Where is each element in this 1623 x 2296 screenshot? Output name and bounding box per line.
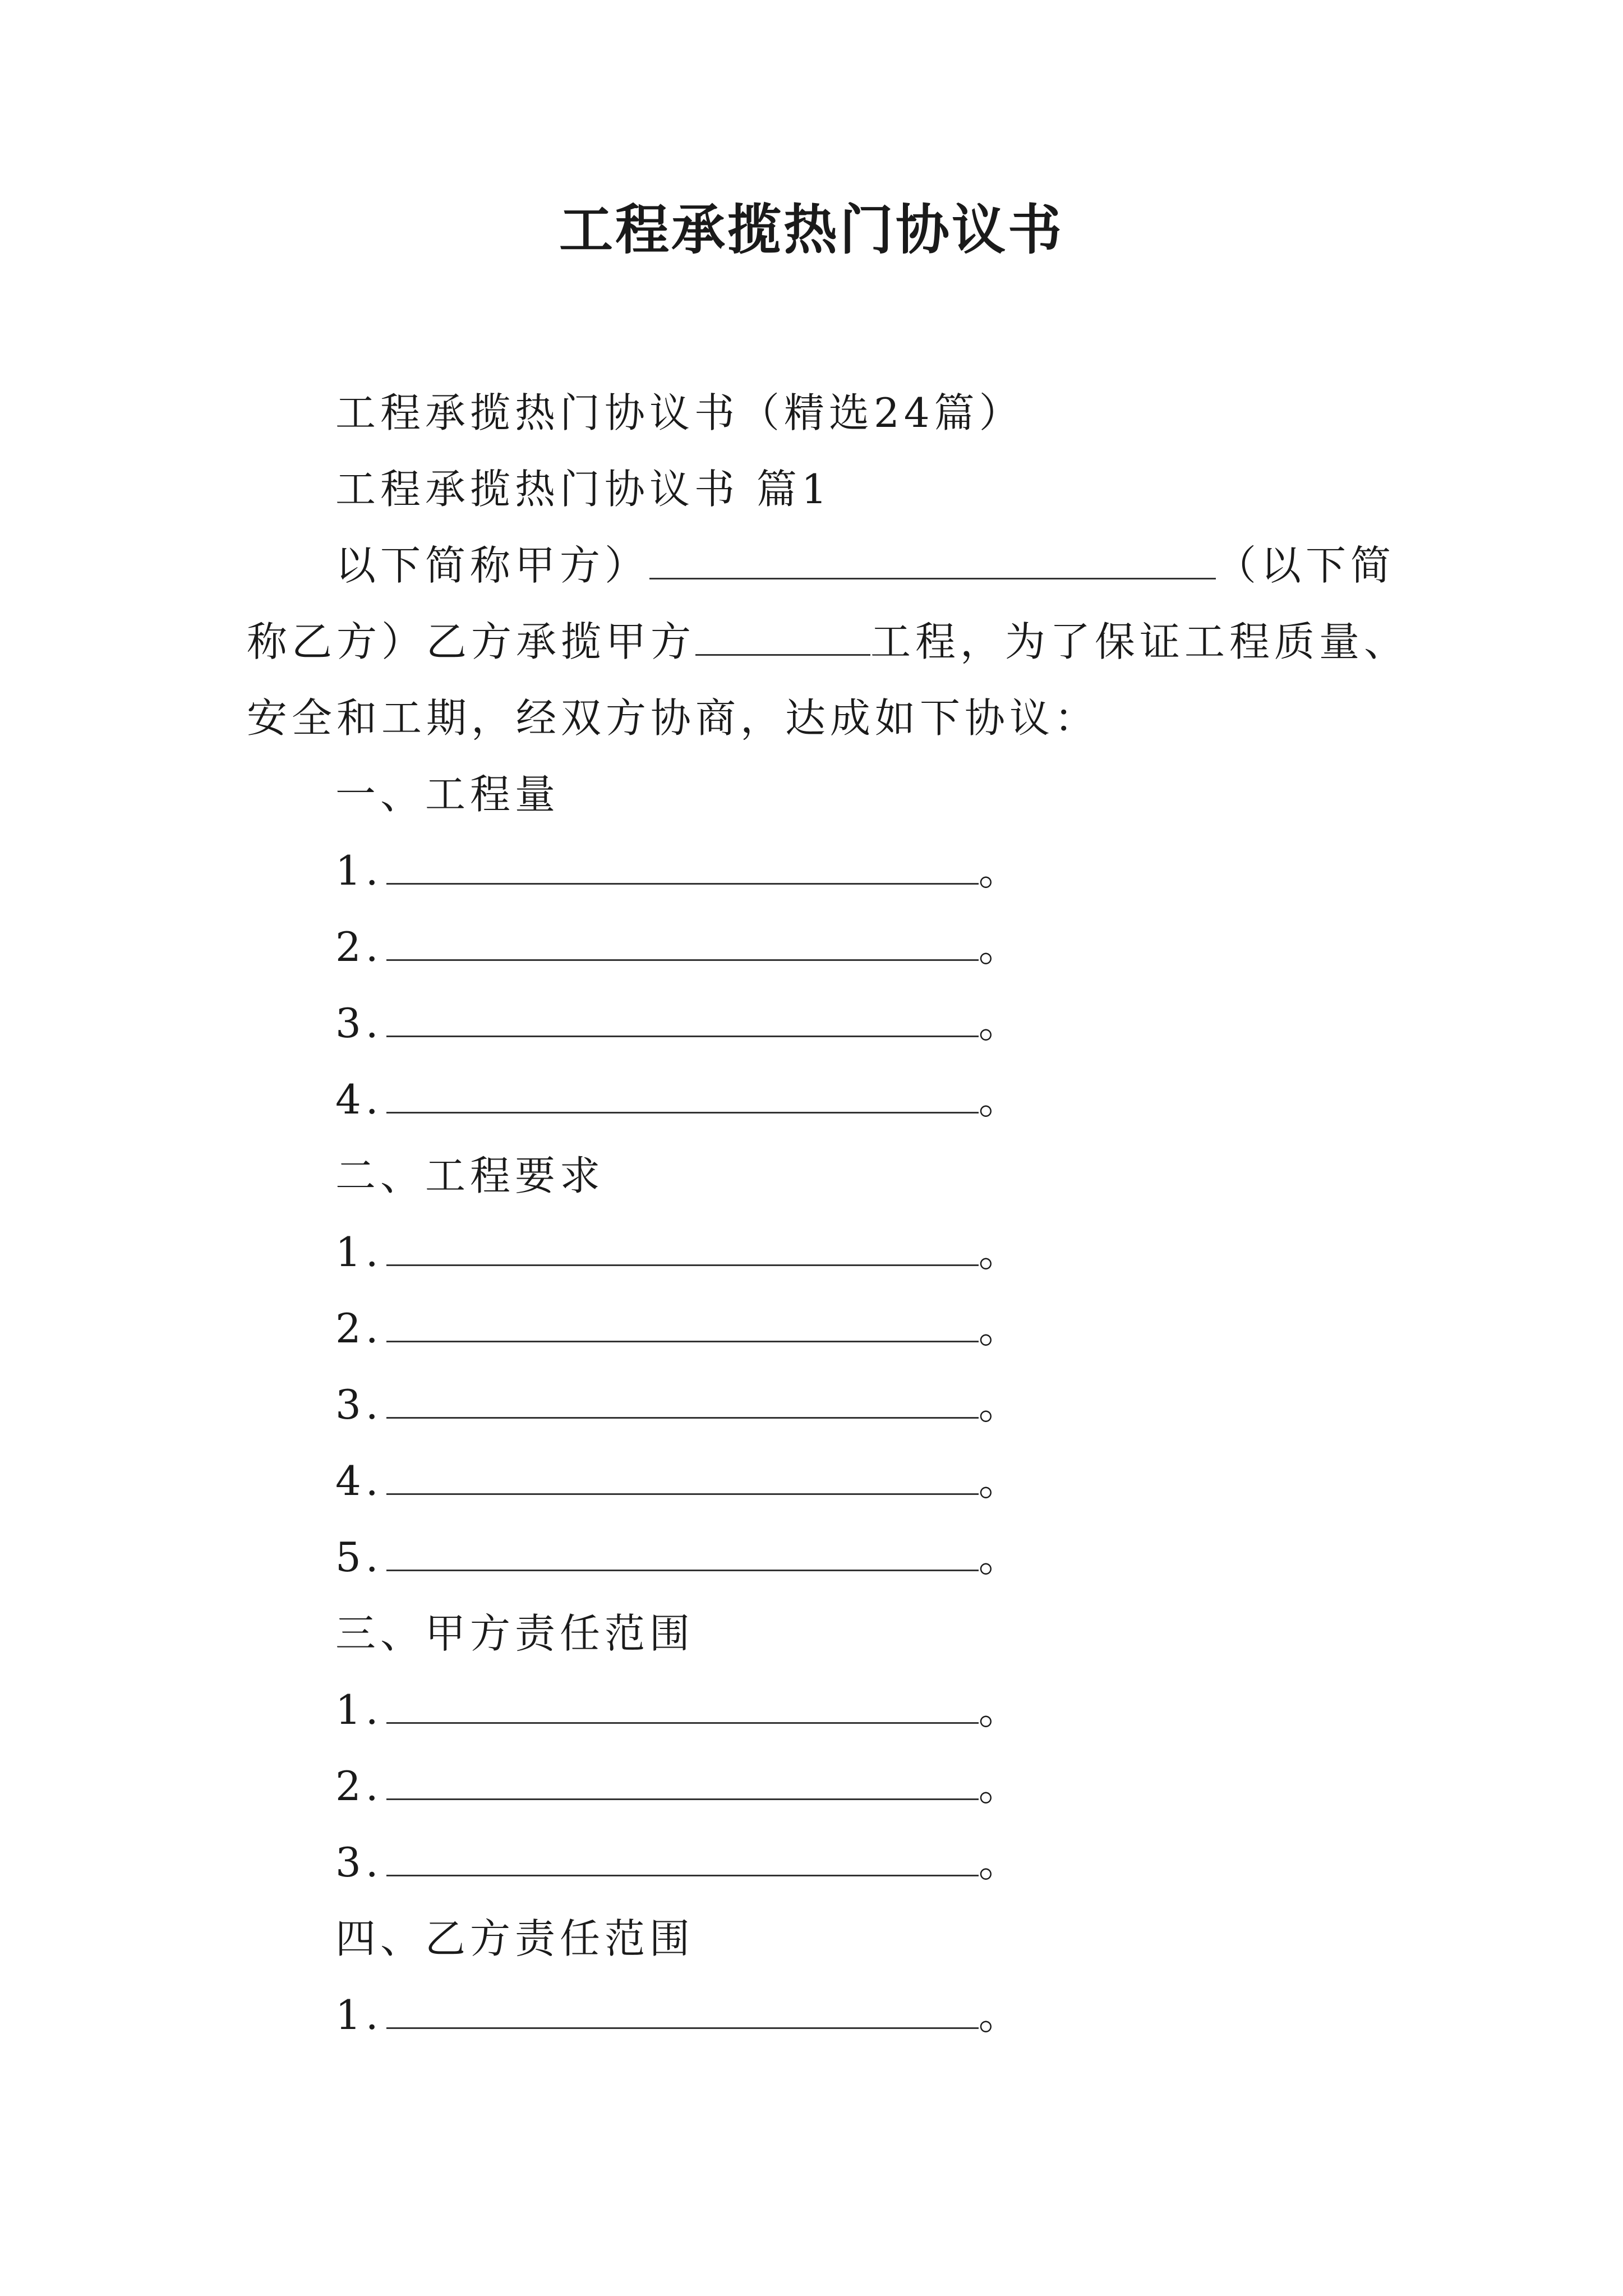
list-item-end: 。 [978,1000,1023,1047]
list-item-end: 。 [978,1534,1023,1581]
intro-line-1-prefix: 以下简称甲方） [335,542,650,589]
list-item [335,844,1023,898]
document-title: 工程承揽热门协议书 [559,198,1064,261]
intro-line-1-suffix: （以下简 [1216,542,1396,589]
document-subtitle: 工程承揽热门协议书（精选24篇） [335,389,1024,436]
list-item-number: 1. [335,1991,383,2039]
intro-line-3: 安全和工期，经双方协商，达成如下协议： [247,694,1100,742]
list-item-number: 1. [335,1228,383,1276]
list-item-number: 3. [335,1000,383,1047]
list-item-end: 。 [978,923,1023,970]
section-heading: 四、乙方责任范围 [335,1915,695,1962]
fill-in-blank[interactable] [386,1839,979,1876]
list-item-number: 3. [335,1839,383,1886]
fill-in-blank[interactable] [386,1076,979,1114]
fill-in-blank[interactable] [386,1381,979,1419]
list-item-end: 。 [978,1991,1023,2039]
list-item-end: 。 [978,1305,1023,1352]
list-item-number: 1. [335,1686,383,1733]
list-item-end: 。 [978,1381,1023,1428]
intro-line-2-suffix: 工程，为了保证工程质量、 [870,618,1409,665]
list-item-end: 。 [978,1763,1023,1810]
list-item-end: 。 [978,1228,1023,1276]
project-name-blank[interactable] [695,618,870,656]
list-item-end: 。 [978,1686,1023,1733]
list-item [335,920,1023,974]
list-item [335,1683,1023,1737]
list-item [335,1301,1023,1355]
list-item-number: 4. [335,1076,383,1123]
list-item-number: 4. [335,1457,383,1504]
list-item [335,996,1023,1050]
fill-in-blank[interactable] [386,1228,979,1266]
list-item [335,1073,1023,1126]
intro-line-2-prefix: 称乙方）乙方承揽甲方 [247,618,696,665]
section-heading: 一、工程量 [335,771,560,818]
chapter-heading: 工程承揽热门协议书 篇1 [335,466,832,513]
list-item-number: 3. [335,1381,383,1428]
fill-in-blank[interactable] [386,1991,979,2029]
fill-in-blank[interactable] [386,1457,979,1495]
fill-in-blank[interactable] [386,1763,979,1800]
intro-line-1 [335,539,1395,592]
list-item-number: 2. [335,1763,383,1810]
list-item [335,1988,1023,2042]
intro-line-2 [247,615,1409,669]
list-item [335,1454,1023,1508]
list-item-number: 2. [335,923,383,970]
list-item [335,1530,1023,1584]
list-item-end: 。 [978,847,1023,894]
list-item [335,1835,1023,1889]
fill-in-blank[interactable] [386,1686,979,1724]
fill-in-blank[interactable] [386,1305,979,1342]
list-item [335,1759,1023,1813]
list-item-end: 。 [978,1457,1023,1504]
list-item [335,1225,1023,1279]
fill-in-blank[interactable] [386,923,979,961]
list-item-end: 。 [978,1076,1023,1123]
fill-in-blank[interactable] [386,847,979,885]
list-item-end: 。 [978,1839,1023,1886]
section-heading: 二、工程要求 [335,1152,605,1199]
party-a-name-blank[interactable] [649,542,1216,579]
list-item [335,1378,1023,1432]
list-item-number: 2. [335,1305,383,1352]
fill-in-blank[interactable] [386,1534,979,1571]
fill-in-blank[interactable] [386,1000,979,1037]
list-item-number: 1. [335,847,383,894]
section-heading: 三、甲方责任范围 [335,1610,695,1657]
list-item-number: 5. [335,1534,383,1581]
